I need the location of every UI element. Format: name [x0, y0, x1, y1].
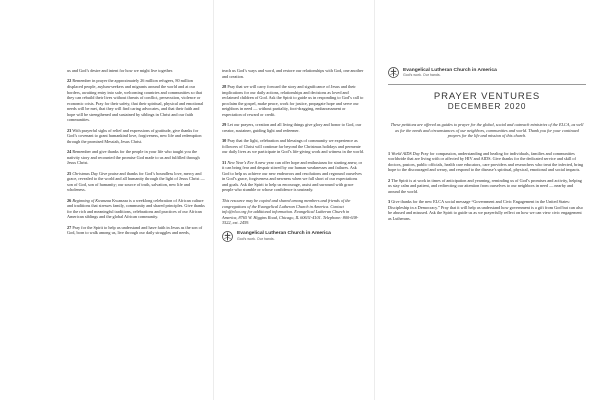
petition-number: 23: [67, 127, 72, 133]
panel-middle: [212, 0, 374, 400]
elca-cross-icon: [388, 67, 399, 78]
petition-number: 30: [222, 138, 227, 144]
petition-number: 2: [388, 177, 391, 183]
elca-logo-footer: [222, 231, 364, 242]
panel-left: [57, 0, 215, 400]
petition-text: Pray that the light, celebration and blessings of community we experience as followers of Christ will continue far beyond the Christmas holidays and permeate our daily lives as we participate in God’s life-giving work and witness in the world.: [222, 138, 364, 155]
petition-occasion: Beginning of Kwanzaa: [72, 197, 112, 203]
petition-number: 3: [388, 199, 391, 205]
page-title: PRAYER VENTURES: [433, 91, 541, 102]
petition-text: Let our prayers, creation and all living things give glory and honor to God, our creator, sustainer, guiding light and redeemer.: [222, 122, 362, 133]
panel-cover: [374, 0, 600, 400]
brand-tagline: God’s work. Our hands.: [403, 73, 441, 77]
page-subtitle: DECEMBER 2020: [447, 102, 527, 111]
petition-number: 22: [67, 78, 72, 84]
petition-text: Give praise and thanks for God’s boundless love, mercy and grace, revealed to the world and all humanity through the light of Jesus Christ — son of God, son of humanity; our source of truth, salvation, new life and wholeness.: [67, 170, 205, 193]
petition-23: [67, 128, 205, 145]
petition-text: us and God’s desire and intent for how we might live together.: [67, 68, 173, 73]
elca-cross-icon: [222, 231, 233, 242]
petition-text: Remember and give thanks for the people in your life who taught you the nativity story and recounted the promise God made to us and fulfilled through Jesus Christ.: [67, 149, 200, 166]
petition-text: Kwanzaa is a weeklong celebration of African culture and traditions that stresses family, community and shared principles. Give thanks for the rich and meaningful traditions, celebrations and practices of our African American siblings and the global African community.: [67, 197, 205, 220]
petition-31: [222, 160, 364, 193]
petition-24: [67, 149, 205, 166]
petition-number: 31: [222, 159, 227, 165]
brand-name: Evangelical Lutheran Church in America: [237, 231, 331, 237]
petition-occasion: Christmas Day: [72, 170, 98, 176]
petition-occasion: New Year’s Eve: [227, 159, 254, 165]
petition-29: [222, 122, 364, 133]
copyright-note: This resource may be copied and shared among members and friends of the congregations of the Evangelical Lutheran Church in America. Contact info@elca.org for additional information. Evangelical Lutheran Church in America, 8765 W. Higgins Road, Chicago, IL 60631-4101. Telephone: 800-638-3522, ext. 2459.: [222, 197, 359, 226]
petition-text: With prayerful sighs of relief and expressions of gratitude, give thanks for God’s covenant to grant humankind love, forgiveness, new life and redemption through the promised Messiah, Jesus Christ.: [67, 127, 202, 144]
petition-2: [388, 178, 586, 195]
intro-text: These petitions are offered as guides to prayer for the global, social and outreach ministries of the ELCA, as well as for the needs and circumstances of our neighbors, communities and world. Thank you for your continued prayers for the life and mission of this church.: [390, 122, 584, 139]
brand-name: Evangelical Lutheran Church in America: [403, 67, 497, 73]
petition-number: 28: [222, 83, 227, 89]
petition-text: Pray for compassion, understanding and healing for individuals, families and communities worldwide that are living with or affected by HIV and AIDS. Give thanks for the dedicated service and skill of doctors, pastors, public officials, health care educators, care providers and researchers who treat the infected, bring hope to the discouraged and weary, and respond to the disease’s spiritual, physical, emotional and social impacts.: [388, 150, 584, 173]
petition-number: 24: [67, 149, 72, 155]
petition-text: The Spirit is at work in times of anticipation and yearning, reminding us of God’s promises and activity, helping us stay calm and patient, and redirecting our attention from ourselves to our neighbors in need — nearby and around the world.: [388, 177, 582, 194]
petition-text: Give thanks for the new ELCA social message “Government and Civic Engagement in the United States: Discipleship in a Democracy.” Pray that it will help us understand how government is a gift from God but can also be abused and misused. Ask the Spirit to guide us as we prayerfully reflect on how we can view civic engagement as Lutherans.: [388, 199, 583, 221]
petition-22: [67, 78, 205, 122]
petition-number: 29: [222, 122, 227, 128]
petition-26: [67, 198, 205, 220]
petition-3: [388, 199, 586, 221]
petition-text: Pray that we will carry forward the story and significance of Jesus and their implications for our daily actions, relationships and decisions as loved and reclaimed children of God. Ask the Spirit to guide us in responding to God’s call to proclaim the gospel, make peace, work for justice, propagate hope and serve our neighbors in need — without partiality, foot-dragging, embarrassment or expectation of reward or credit.: [222, 83, 364, 117]
divider: [388, 84, 586, 85]
petition-30: [222, 138, 364, 155]
petition-text: Pray for the Spirit to help us understand and have faith in Jesus as the son of God, born to walk among us, live through our daily struggles and needs,: [67, 224, 203, 236]
petition-number: 1: [388, 150, 391, 156]
petition-number: 25: [67, 170, 72, 176]
elca-logo-header: [388, 67, 586, 78]
petition-continued: [222, 68, 364, 79]
petition-number: 26: [67, 197, 72, 203]
petition-text: teach us God’s ways and word, and restore our relationships with God, one another and creation.: [222, 68, 364, 79]
petition-27: [67, 225, 205, 236]
petition-28: [222, 84, 364, 117]
petition-text: A new year can offer hope and enthusiasm for starting anew, or it can bring fear and despair stirred by our human weaknesses and failures. Ask God to help us achieve our new endeavors and resolutions and reground ourselves in God’s grace, forgiveness and newness when we fall short of our expectations and goals. Ask the Spirit to help us encourage, assist and surround with grace people who stumble or whose confidence is unsteady.: [222, 159, 363, 193]
petition-1: [388, 151, 586, 173]
petition-occasion: World AIDS Day: [391, 150, 420, 156]
brand-tagline: God’s work. Our hands.: [237, 236, 275, 241]
petition-number: 27: [67, 224, 72, 230]
petition-25: [67, 171, 205, 193]
petition-continued: [67, 68, 205, 74]
petition-text: Remember in prayer the approximately 26 million refugees, 80 million displaced people, asylum-seekers and migrants around the world and at our borders, awaiting entry into safe, welcoming countries and communities so that they can rebuild their lives without threats of conflict, persecution, violence or economic crisis. Pray for their safety, that their spiritual, physical and emotional needs will be met, that they will find caring advocates, and that their faith and hope will be strengthened and sustained by siblings in Christ and our faith communities.: [67, 78, 204, 123]
